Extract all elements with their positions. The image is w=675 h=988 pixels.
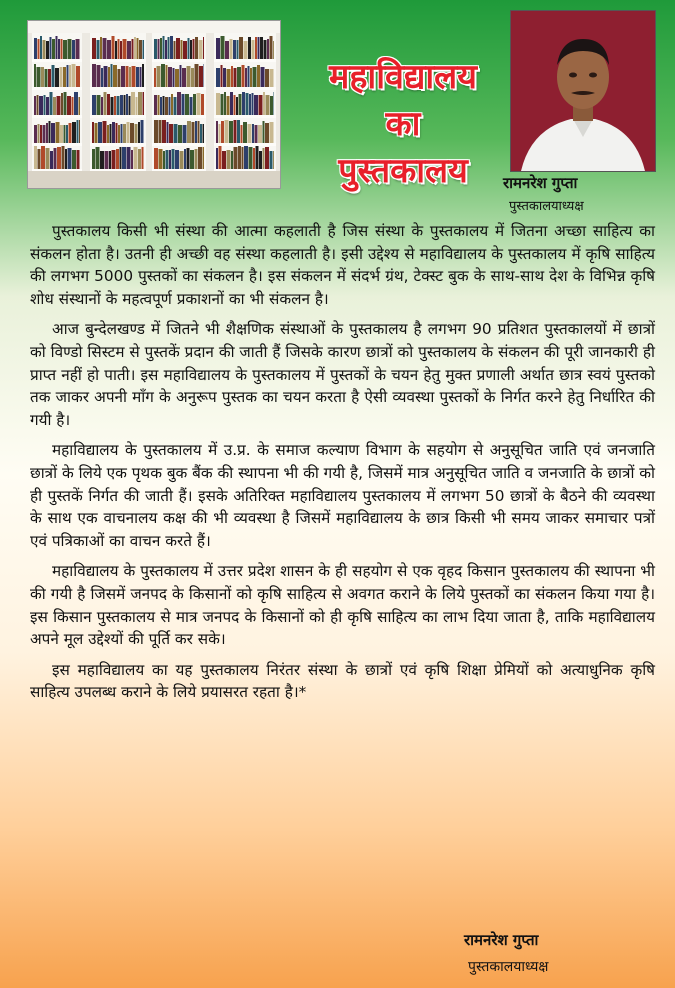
- paragraph-3: महाविद्यालय के पुस्तकालय में उ.प्र. के समाज कल्याण विभाग के सहयोग से अनुसूचित जाति एवं जनजाति छात्रों के लिये एक पृथक बुक बैंक की स्थापना भी की गयी है, जिसमें मात्र अनुसूचित जाति व जनजाति के छात्रों को ही पुस्तकें निर्गत की जाती हैं। इसके अतिरिक्त महाविद्यालय पुस्तकालय में लगभग 50 छात्रों के बैठने की व्यवस्था के साथ एक वाचनालय कक्ष की भी व्यवस्था है जिसमें महाविद्यालय के छात्र किसी भी समय जाकर समाचार पत्रों एवं पत्रिकाओं का वाचन करते हैं।: [30, 441, 655, 550]
- article-body: [30, 220, 655, 712]
- signature-role: पुस्तकालयाध्यक्ष: [468, 959, 549, 975]
- librarian-portrait: [511, 11, 655, 171]
- bookshelf-illustration: [28, 21, 280, 188]
- librarian-name: रामनरेश गुप्ता: [503, 174, 578, 192]
- paragraph-4: महाविद्यालय के पुस्तकालय में उत्तर प्रदेश शासन के ही सहयोग से एक वृहद किसान पुस्तकालय की स्थापना भी की गयी है जिसमें जनपद के किसानों को कृषि साहित्य से अवगत कराने के लिये पुस्तकों का संकलन किया गया है। इस किसान पुस्तकालय से मात्र जनपद के किसानों को ही कृषि साहित्य का लाभ दिया जाता है, ताकि महाविद्यालय अपने मूल उद्देश्यों की पूर्ति कर सके।: [30, 562, 655, 649]
- paragraph-2: आज बुन्देलखण्ड में जितने भी शैक्षणिक संस्थाओं के पुस्तकालय है लगभग 90 प्रतिशत पुस्तकालयों में छात्रों को विण्डो सिस्टम से पुस्तकें प्रदान की जाती हैं जिसके कारण छात्रों को पुस्तकालय के संकलन की पूरी जानकारी ही प्राप्त नहीं हो पाती। इस महाविद्यालय के पुस्तकालय में पुस्तकों के चयन हेतु मुक्त प्रणाली अर्थात छात्र स्वयं पुस्तको तक जाकर अपनी माँग के अनुरूप पुस्तक का चयन करता है ऐसी व्यवस्था पुस्तकों के निर्गत करने हेतु निर्धारित की गयी है।: [30, 320, 655, 429]
- portrait-illustration: [511, 11, 655, 171]
- library-bookshelf-photo: [28, 21, 280, 188]
- paragraph-5: इस महाविद्यालय का यह पुस्तकालय निरंतर संस्था के छात्रों एवं कृषि शिक्षा प्रेमियों को अत्याधुनिक कृषि साहित्य उपलब्ध कराने के लिये प्रयासरत रहता है।*: [30, 660, 655, 702]
- paragraph-1: पुस्तकालय किसी भी संस्था की आत्मा कहलाती है जिस संस्था के पुस्तकालय में जितना अच्छा साहित्य का संकलन होता है। उतनी ही अच्छी वह संस्था कहलाती है। इसी उद्देश्य से महाविद्यालय के पुस्तकालय में कृषि साहित्य की लगभग 5000 पुस्तकों का संकलन है। इस संकलन में संदर्भ ग्रंथ, टेक्स्ट बुक के साथ-साथ देश के विभिन्न कृषि शोध संस्थानों के महत्वपूर्ण प्रकाशनों का भी संकलन है।: [30, 222, 655, 308]
- title-line-3: पुस्तकालय: [338, 151, 468, 191]
- signature-name: रामनरेश गुप्ता: [464, 931, 539, 949]
- title-line-2: का: [385, 104, 421, 144]
- title-line-1: महाविद्यालय: [329, 57, 477, 97]
- librarian-role: पुस्तकालयाध्यक्ष: [509, 199, 584, 214]
- page-title: [298, 54, 508, 195]
